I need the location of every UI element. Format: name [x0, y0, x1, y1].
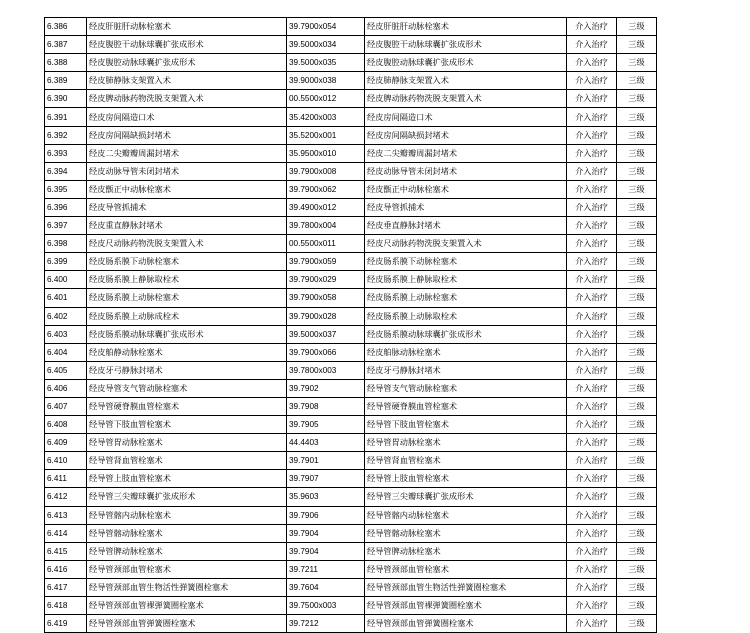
row-name-primary: 经皮腹腔干动脉球囊扩张成形术 — [87, 36, 287, 54]
table-row — [45, 524, 657, 542]
procedure-table — [44, 17, 657, 633]
row-level: 三级 — [617, 560, 657, 578]
table-row — [45, 361, 657, 379]
row-icd-code: 39.7212 — [287, 615, 365, 633]
row-category: 介入治疗 — [567, 416, 617, 434]
row-level: 三级 — [617, 488, 657, 506]
row-icd-code: 39.7905 — [287, 416, 365, 434]
table-row — [45, 307, 657, 325]
row-name-primary: 经皮甑正中动脉栓塞术 — [87, 180, 287, 198]
row-name-primary: 经导管下肢血管栓塞术 — [87, 416, 287, 434]
row-category: 介入治疗 — [567, 488, 617, 506]
table-row — [45, 144, 657, 162]
row-name-primary: 经皮腹腔动脉球囊扩张成形术 — [87, 54, 287, 72]
table-row — [45, 470, 657, 488]
row-name-secondary: 经皮肠系膜上动脉栓塞术 — [365, 289, 567, 307]
table-row — [45, 560, 657, 578]
row-level: 三级 — [617, 524, 657, 542]
table-row — [45, 434, 657, 452]
row-icd-code: 39.7904 — [287, 542, 365, 560]
table-row — [45, 416, 657, 434]
row-category: 介入治疗 — [567, 343, 617, 361]
row-level: 三级 — [617, 542, 657, 560]
row-name-primary: 经皮房间隔造口术 — [87, 108, 287, 126]
row-name-primary: 经皮重直静脉封堵术 — [87, 217, 287, 235]
row-name-secondary: 经导管胃动脉栓塞术 — [365, 434, 567, 452]
row-icd-code: 39.4900x012 — [287, 198, 365, 216]
row-icd-code: 39.5000x035 — [287, 54, 365, 72]
row-name-primary: 经皮尺动脉药物洗脱支架置入术 — [87, 235, 287, 253]
row-level: 三级 — [617, 144, 657, 162]
row-level: 三级 — [617, 162, 657, 180]
row-name-primary: 经皮肠系膜动脉球囊扩张成形术 — [87, 325, 287, 343]
row-name-primary: 经皮肠系膜上静脉取栓术 — [87, 271, 287, 289]
row-level: 三级 — [617, 72, 657, 90]
row-name-secondary: 经皮肠系膜上静脉取栓术 — [365, 271, 567, 289]
row-category: 介入治疗 — [567, 108, 617, 126]
row-name-secondary: 经导管颈部血管栓塞术 — [365, 560, 567, 578]
row-icd-code: 39.7901 — [287, 452, 365, 470]
row-name-secondary: 经皮腹腔动脉球囊扩张成形术 — [365, 54, 567, 72]
table-row — [45, 271, 657, 289]
row-name-primary: 经皮房间隔缺损封堵术 — [87, 126, 287, 144]
row-name-secondary: 经皮动脉导管未闭封堵术 — [365, 162, 567, 180]
table-row — [45, 325, 657, 343]
row-code: 6.405 — [45, 361, 87, 379]
row-name-primary: 经皮肠系膜上动脉成栓术 — [87, 307, 287, 325]
row-level: 三级 — [617, 180, 657, 198]
row-name-secondary: 经皮甑正中动脉栓塞术 — [365, 180, 567, 198]
row-name-secondary: 经导管颈部血管生物活性弹簧圈栓塞术 — [365, 578, 567, 596]
table-body — [45, 18, 657, 633]
row-category: 介入治疗 — [567, 560, 617, 578]
row-name-secondary: 经导管脾动脉栓塞术 — [365, 542, 567, 560]
row-category: 介入治疗 — [567, 18, 617, 36]
row-code: 6.414 — [45, 524, 87, 542]
table-row — [45, 379, 657, 397]
row-category: 介入治疗 — [567, 144, 617, 162]
row-level: 三级 — [617, 379, 657, 397]
row-code: 6.399 — [45, 253, 87, 271]
row-icd-code: 39.7800x004 — [287, 217, 365, 235]
row-name-primary: 经导管颈部血管生物活性弹簧圈栓塞术 — [87, 578, 287, 596]
row-category: 介入治疗 — [567, 289, 617, 307]
row-icd-code: 44.4403 — [287, 434, 365, 452]
table-row — [45, 235, 657, 253]
row-name-secondary: 经导管髂内动脉栓塞术 — [365, 506, 567, 524]
row-icd-code: 39.7500x003 — [287, 597, 365, 615]
row-name-secondary: 经皮二尖瓣瓣周漏封堵术 — [365, 144, 567, 162]
row-level: 三级 — [617, 434, 657, 452]
table-row — [45, 452, 657, 470]
table-row — [45, 597, 657, 615]
row-name-secondary: 经皮房间隔造口术 — [365, 108, 567, 126]
row-name-secondary: 经导管硬脊膜血管栓塞术 — [365, 397, 567, 415]
row-name-secondary: 经皮肺静脉支架置入术 — [365, 72, 567, 90]
row-code: 6.395 — [45, 180, 87, 198]
document-page — [0, 17, 750, 629]
row-code: 6.416 — [45, 560, 87, 578]
row-icd-code: 39.7904 — [287, 524, 365, 542]
row-category: 介入治疗 — [567, 36, 617, 54]
row-name-primary: 经皮动脉导管未闭封堵术 — [87, 162, 287, 180]
table-row — [45, 162, 657, 180]
row-name-primary: 经皮舶静动脉栓塞术 — [87, 343, 287, 361]
row-name-primary: 经导管颈部血管弹簧圈栓塞术 — [87, 615, 287, 633]
table-row — [45, 126, 657, 144]
table-row — [45, 217, 657, 235]
row-name-primary: 经导管髂内动脉栓塞术 — [87, 506, 287, 524]
row-category: 介入治疗 — [567, 397, 617, 415]
row-level: 三级 — [617, 361, 657, 379]
row-icd-code: 39.9000x038 — [287, 72, 365, 90]
row-code: 6.402 — [45, 307, 87, 325]
row-category: 介入治疗 — [567, 126, 617, 144]
row-name-primary: 经导管上肢血管栓塞术 — [87, 470, 287, 488]
row-name-secondary: 经导管肾血管栓塞术 — [365, 452, 567, 470]
row-level: 三级 — [617, 597, 657, 615]
row-code: 6.411 — [45, 470, 87, 488]
row-level: 三级 — [617, 452, 657, 470]
row-name-primary: 经皮二尖瓣瓣周漏封堵术 — [87, 144, 287, 162]
row-name-secondary: 经皮脾动脉药物洗脱支架置入术 — [365, 90, 567, 108]
row-category: 介入治疗 — [567, 72, 617, 90]
table-row — [45, 397, 657, 415]
row-name-secondary: 经导管下肢血管栓塞术 — [365, 416, 567, 434]
row-icd-code: 39.7902 — [287, 379, 365, 397]
row-code: 6.410 — [45, 452, 87, 470]
row-icd-code: 39.7906 — [287, 506, 365, 524]
row-code: 6.419 — [45, 615, 87, 633]
row-icd-code: 39.7604 — [287, 578, 365, 596]
row-level: 三级 — [617, 289, 657, 307]
row-category: 介入治疗 — [567, 271, 617, 289]
table-row — [45, 343, 657, 361]
row-category: 介入治疗 — [567, 524, 617, 542]
row-code: 6.400 — [45, 271, 87, 289]
row-level: 三级 — [617, 198, 657, 216]
row-category: 介入治疗 — [567, 325, 617, 343]
row-code: 6.404 — [45, 343, 87, 361]
row-icd-code: 39.7900x066 — [287, 343, 365, 361]
table-row — [45, 36, 657, 54]
row-name-secondary: 经导管三尖瓣球囊扩张成形术 — [365, 488, 567, 506]
row-code: 6.403 — [45, 325, 87, 343]
table-row — [45, 18, 657, 36]
row-name-primary: 经导管肾血管栓塞术 — [87, 452, 287, 470]
row-name-primary: 经导管三尖瓣球囊扩张成形术 — [87, 488, 287, 506]
row-icd-code: 35.4200x003 — [287, 108, 365, 126]
row-code: 6.398 — [45, 235, 87, 253]
row-name-secondary: 经皮肠系膜上动脉取栓术 — [365, 307, 567, 325]
row-name-secondary: 经皮肠系膜动脉球囊扩张成形术 — [365, 325, 567, 343]
row-name-secondary: 经导管颈部血管弹簧圈栓塞术 — [365, 615, 567, 633]
row-code: 6.393 — [45, 144, 87, 162]
row-category: 介入治疗 — [567, 470, 617, 488]
row-name-primary: 经皮脾动脉药物洗脱支架置入术 — [87, 90, 287, 108]
row-category: 介入治疗 — [567, 361, 617, 379]
table-row — [45, 180, 657, 198]
row-code: 6.418 — [45, 597, 87, 615]
row-category: 介入治疗 — [567, 217, 617, 235]
row-code: 6.397 — [45, 217, 87, 235]
row-name-secondary: 经皮腹腔干动脉球囊扩张成形术 — [365, 36, 567, 54]
row-code: 6.386 — [45, 18, 87, 36]
row-name-secondary: 经导管颈部血管裸弹簧圈栓塞术 — [365, 597, 567, 615]
row-icd-code: 39.7907 — [287, 470, 365, 488]
row-icd-code: 39.7900x054 — [287, 18, 365, 36]
row-name-primary: 经皮肠系膜上动脉栓塞术 — [87, 289, 287, 307]
row-category: 介入治疗 — [567, 452, 617, 470]
row-level: 三级 — [617, 235, 657, 253]
row-icd-code: 39.7900x029 — [287, 271, 365, 289]
table-row — [45, 506, 657, 524]
row-name-primary: 经导管颈部血管栓塞术 — [87, 560, 287, 578]
table-row — [45, 54, 657, 72]
table-row — [45, 578, 657, 596]
table-row — [45, 488, 657, 506]
row-category: 介入治疗 — [567, 379, 617, 397]
row-name-primary: 经皮导管抓捕术 — [87, 198, 287, 216]
row-name-primary: 经皮肺静脉支架置入术 — [87, 72, 287, 90]
row-name-primary: 经导管脾动脉栓塞术 — [87, 542, 287, 560]
row-code: 6.389 — [45, 72, 87, 90]
row-icd-code: 39.7900x008 — [287, 162, 365, 180]
row-category: 介入治疗 — [567, 578, 617, 596]
row-name-secondary: 经皮尺动脉药物洗脱支架置入术 — [365, 235, 567, 253]
row-name-secondary: 经皮肝脏肝动脉栓塞术 — [365, 18, 567, 36]
row-code: 6.415 — [45, 542, 87, 560]
row-icd-code: 39.7900x058 — [287, 289, 365, 307]
row-icd-code: 00.5500x011 — [287, 235, 365, 253]
row-name-primary: 经导管颈部血管裸弹簧圈栓塞术 — [87, 597, 287, 615]
row-category: 介入治疗 — [567, 542, 617, 560]
row-icd-code: 39.7800x003 — [287, 361, 365, 379]
table-row — [45, 542, 657, 560]
row-code: 6.413 — [45, 506, 87, 524]
row-code: 6.388 — [45, 54, 87, 72]
row-level: 三级 — [617, 108, 657, 126]
row-code: 6.417 — [45, 578, 87, 596]
row-icd-code: 39.7908 — [287, 397, 365, 415]
row-code: 6.407 — [45, 397, 87, 415]
row-name-primary: 经皮牙弓静脉封堵术 — [87, 361, 287, 379]
row-level: 三级 — [617, 90, 657, 108]
table-row — [45, 72, 657, 90]
row-level: 三级 — [617, 470, 657, 488]
row-category: 介入治疗 — [567, 253, 617, 271]
row-icd-code: 39.5000x034 — [287, 36, 365, 54]
row-icd-code: 39.7900x059 — [287, 253, 365, 271]
row-name-secondary: 经皮牙弓静脉封堵术 — [365, 361, 567, 379]
row-category: 介入治疗 — [567, 198, 617, 216]
row-level: 三级 — [617, 615, 657, 633]
row-name-primary: 经导管胃动脉栓塞术 — [87, 434, 287, 452]
row-icd-code: 35.9500x010 — [287, 144, 365, 162]
row-icd-code: 35.9603 — [287, 488, 365, 506]
row-category: 介入治疗 — [567, 90, 617, 108]
row-category: 介入治疗 — [567, 506, 617, 524]
row-name-primary: 经导管髂动脉栓塞术 — [87, 524, 287, 542]
row-icd-code: 39.5000x037 — [287, 325, 365, 343]
row-code: 6.390 — [45, 90, 87, 108]
row-category: 介入治疗 — [567, 307, 617, 325]
row-level: 三级 — [617, 271, 657, 289]
row-code: 6.387 — [45, 36, 87, 54]
row-category: 介入治疗 — [567, 235, 617, 253]
row-name-primary: 经导管硬脊膜血管栓塞术 — [87, 397, 287, 415]
row-level: 三级 — [617, 416, 657, 434]
row-code: 6.396 — [45, 198, 87, 216]
row-code: 6.412 — [45, 488, 87, 506]
row-code: 6.409 — [45, 434, 87, 452]
row-category: 介入治疗 — [567, 615, 617, 633]
row-name-secondary: 经皮垂直静脉封堵术 — [365, 217, 567, 235]
row-icd-code: 00.5500x012 — [287, 90, 365, 108]
row-name-secondary: 经皮导管抓捕术 — [365, 198, 567, 216]
row-name-secondary: 经导管髂动脉栓塞术 — [365, 524, 567, 542]
row-level: 三级 — [617, 343, 657, 361]
table-row — [45, 253, 657, 271]
row-level: 三级 — [617, 36, 657, 54]
table-row — [45, 289, 657, 307]
row-level: 三级 — [617, 397, 657, 415]
row-name-primary: 经皮肝脏肝动脉栓塞术 — [87, 18, 287, 36]
table-row — [45, 615, 657, 633]
table-row — [45, 90, 657, 108]
row-icd-code: 35.5200x001 — [287, 126, 365, 144]
row-level: 三级 — [617, 506, 657, 524]
row-level: 三级 — [617, 253, 657, 271]
row-category: 介入治疗 — [567, 162, 617, 180]
row-level: 三级 — [617, 307, 657, 325]
row-icd-code: 39.7900x028 — [287, 307, 365, 325]
row-code: 6.392 — [45, 126, 87, 144]
row-icd-code: 39.7211 — [287, 560, 365, 578]
row-code: 6.391 — [45, 108, 87, 126]
row-name-primary: 经皮导管支气管动脉栓塞术 — [87, 379, 287, 397]
row-level: 三级 — [617, 325, 657, 343]
row-code: 6.394 — [45, 162, 87, 180]
row-level: 三级 — [617, 217, 657, 235]
row-level: 三级 — [617, 126, 657, 144]
row-name-secondary: 经皮肠系膜下动脉栓塞术 — [365, 253, 567, 271]
row-category: 介入治疗 — [567, 597, 617, 615]
row-category: 介入治疗 — [567, 54, 617, 72]
table-row — [45, 108, 657, 126]
row-name-primary: 经皮肠系膜下动脉栓塞术 — [87, 253, 287, 271]
row-name-secondary: 经导管支气管动脉栓塞术 — [365, 379, 567, 397]
row-name-secondary: 经皮舶脉动脉栓塞术 — [365, 343, 567, 361]
row-code: 6.408 — [45, 416, 87, 434]
row-code: 6.401 — [45, 289, 87, 307]
row-level: 三级 — [617, 18, 657, 36]
row-level: 三级 — [617, 54, 657, 72]
row-category: 介入治疗 — [567, 180, 617, 198]
row-category: 介入治疗 — [567, 434, 617, 452]
table-row — [45, 198, 657, 216]
row-code: 6.406 — [45, 379, 87, 397]
row-name-secondary: 经皮房间隔缺损封堵术 — [365, 126, 567, 144]
row-level: 三级 — [617, 578, 657, 596]
row-icd-code: 39.7900x062 — [287, 180, 365, 198]
row-name-secondary: 经导管上肢血管栓塞术 — [365, 470, 567, 488]
